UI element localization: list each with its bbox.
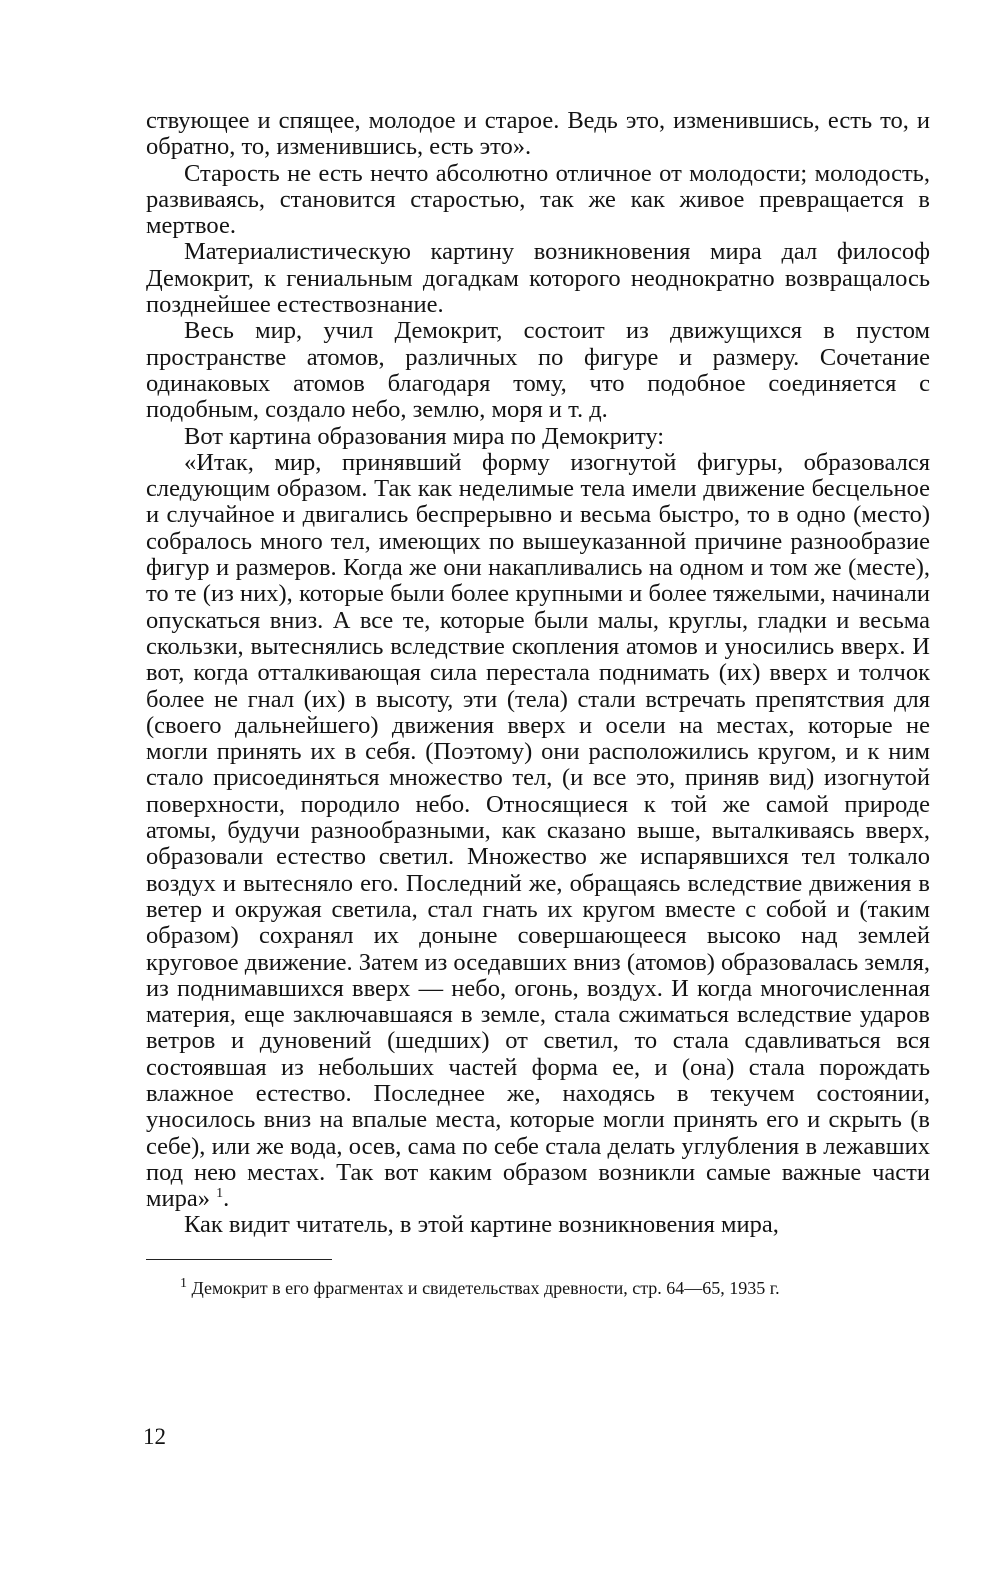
paragraph-continuation: ствующее и спящее, молодое и старое. Ведь это, изменившись, есть то, и обратно, то, изменившись, есть это». [146, 107, 930, 161]
paragraph-quote [146, 450, 930, 1213]
paragraph-old-age: Старость не есть нечто абсолютно отличное от молодости; молодость, развиваясь, становится старостью, так же как живое превращается в мертвое. [146, 159, 930, 240]
body-text [146, 108, 930, 1239]
paragraph-democritus-intro: Материалистическую картину возникновения мира дал философ Демокрит, к гениальным догадкам которого неоднократно возвращалось позднейшее естествознание. [146, 238, 930, 319]
paragraph-quote-intro: Вот картина образования мира по Демокриту: [184, 422, 665, 450]
quote-text: «Итак, мир, принявший форму изогнутой фигуры, образовался следующим образом. Так как неделимые тела имели движение бесцельное и случайное и двигались беспрерывно и весьма быстро, то в одно (место) собралось много тел, имеющих по вышеуказанной причине разнообразие фигур и размеров. Когда же они накапливались на одном и том же (месте), то те (из них), которые были более крупными и более тяжелыми, начинали опускаться вниз. А все те, которые были малы, круглы, гладки и весьма скользки, вытеснялись вследствие скопления атомов и уносились вверх. И вот, когда отталкивающая сила перестала поднимать (их) вверх и толчок более не гнал (их) в высоту, эти (тела) стали встречать препятствия для (своего дальнейшего) движения вверх и осели на местах, которые не могли принять их в себя. (Поэтому) они расположились кругом, и к ним стало присоединяться множество тел, (и все это, приняв вид) изогнутой поверхности, породило небо. Относящиеся к той же самой природе атомы, будучи разнообразными, как сказано выше, выталкиваясь вверх, образовали естество светил. Множество же испарявшихся тел толкало воздух и вытесняло его. Последний же, обращаясь вследствие движения в ветер и окружая светила, стал гнать их кругом вместе с собой и (таким образом) сохранял их доныне совершающееся высоко над землей круговое движение. Затем из оседавших вниз (атомов) образовалась земля, из поднимавшихся вверх — небо, огонь, воздух. И когда многочисленная материя, еще заключавшаяся в земле, стала сжиматься вследствие ударов ветров и дуновений (шедших) от светил, то стала сдавливаться вся состоявшая из небольших частей форма ее, и (она) стала порождать влажное естество. Последнее же, находясь в текучем состоянии, уносилось вниз на впалые места, которые могли принять его и скрыть (в себе), или же вода, осев, сама по себе стала делать углубления в лежавших под нею местах. Так вот каким образом возникли самые важные части мира» [146, 448, 930, 1213]
footnote [146, 1276, 930, 1300]
quote-trailing-punctuation: . [223, 1185, 230, 1213]
footnote-divider [146, 1259, 332, 1260]
page-number: 12 [143, 1424, 166, 1449]
book-page [146, 108, 930, 1300]
footnote-reference[interactable]: 1 [216, 1186, 224, 1202]
paragraph-reader: Как видит читатель, в этой картине возникновения мира, [184, 1211, 779, 1239]
footnote-text: Демокрит в его фрагментах и свидетельствах древности, стр. 64—65, 1935 г. [191, 1277, 780, 1298]
paragraph-atoms: Весь мир, учил Демокрит, состоит из движущихся в пустом пространстве атомов, различных по фигуре и размеру. Сочетание одинаковых атомов благодаря тому, что подобное соединяется с подобным, создало небо, землю, моря и т. д. [146, 317, 930, 424]
footnote-marker: 1 [180, 1275, 187, 1291]
